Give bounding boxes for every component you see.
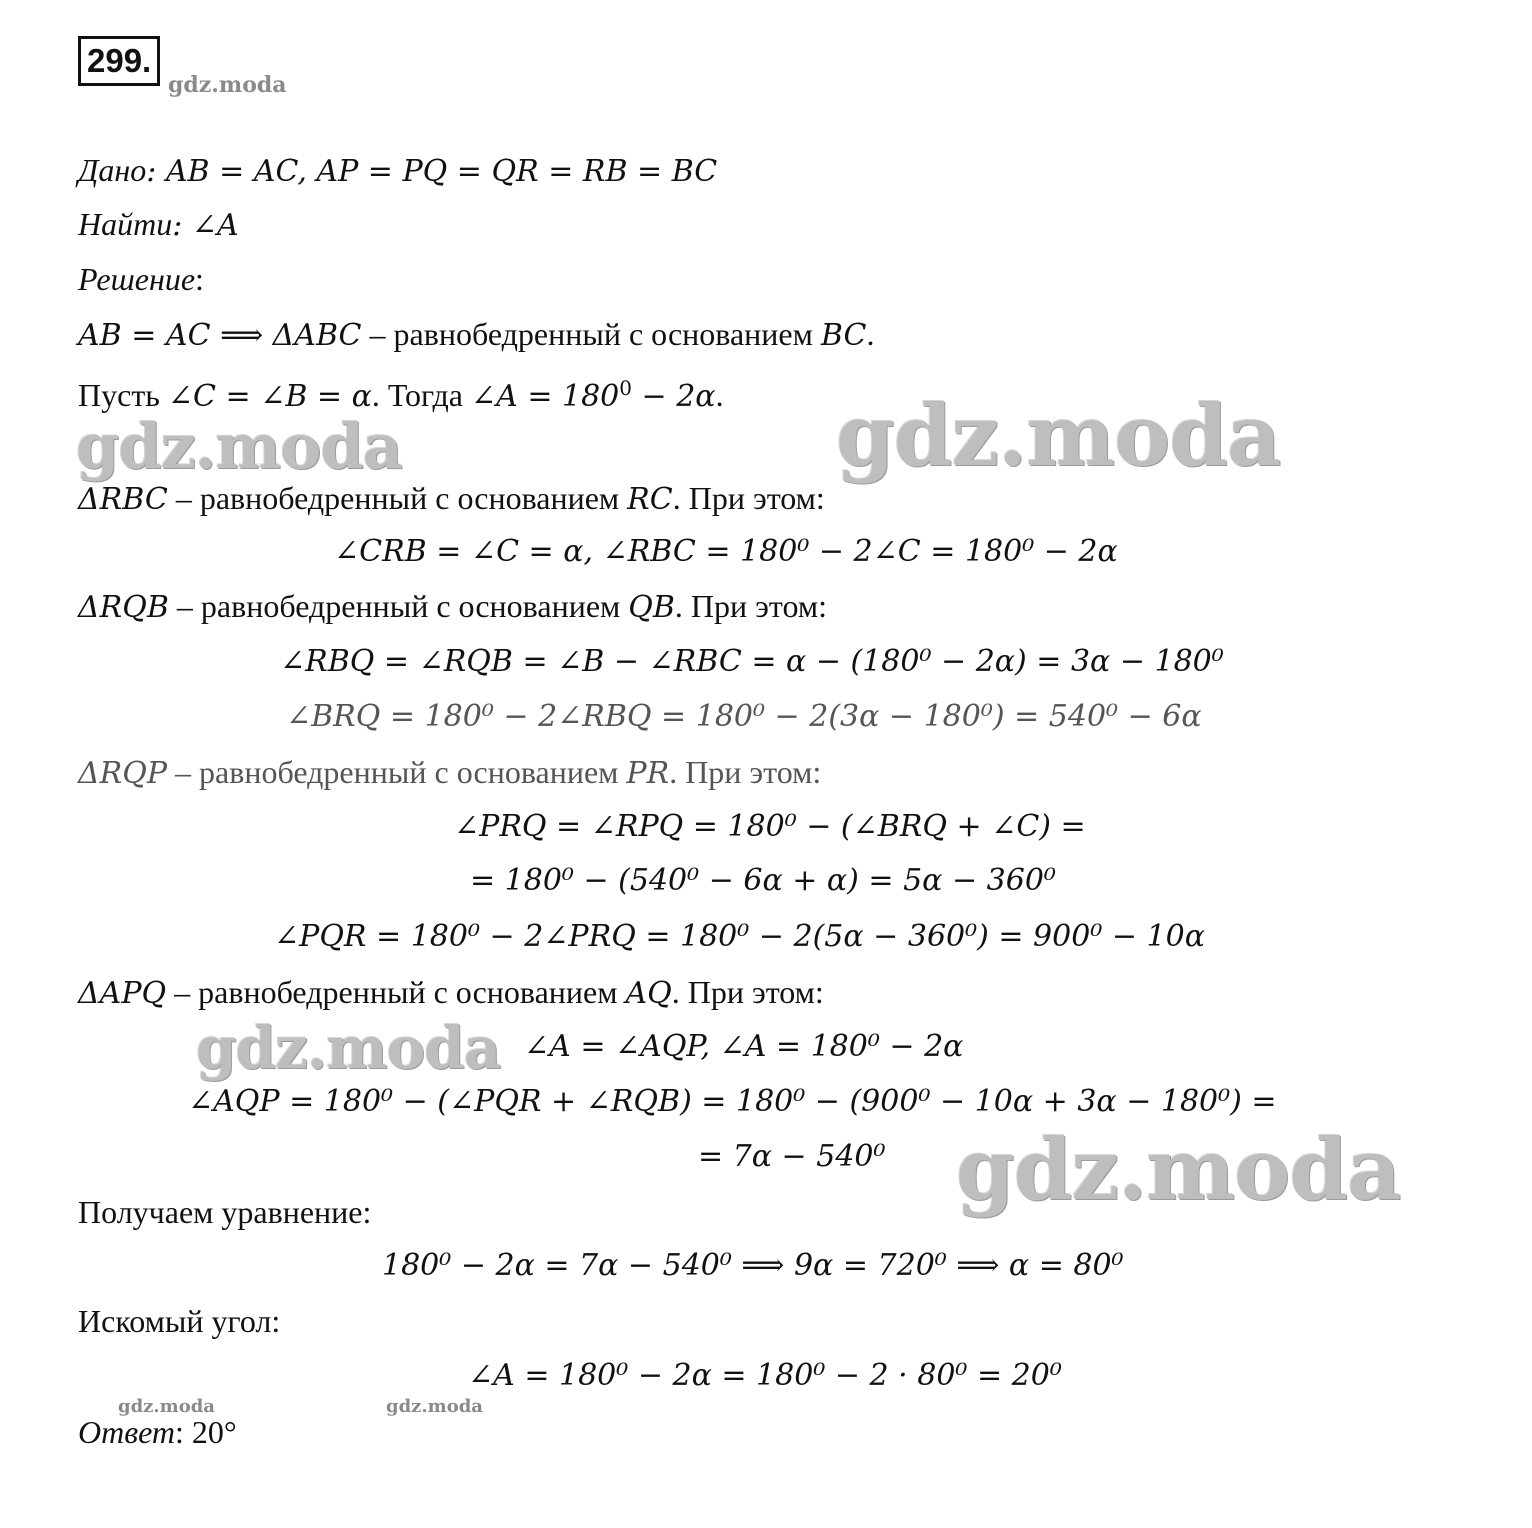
line-3-text: – равнобедренный с основанием xyxy=(167,480,628,516)
line-9: ∠PRQ = ∠RPQ = 180⁰ − (∠BRQ + ∠C) = xyxy=(454,809,1086,844)
line-2-sup: 0 xyxy=(619,376,633,400)
line-3-math: ΔRBC xyxy=(78,482,168,517)
line-12-text: – равнобедренный с основанием xyxy=(166,974,626,1010)
line-2-m3: − 2α xyxy=(632,379,716,414)
line-3 xyxy=(78,478,825,520)
line-2-m1: ∠C = ∠B = α xyxy=(167,379,372,414)
line-3-end: . При этом: xyxy=(672,480,825,516)
line-10: = 180⁰ − (540⁰ − 6α + α) = 5α − 360⁰ xyxy=(470,863,1056,898)
find-text: : ∠A xyxy=(172,208,239,243)
solution-colon: : xyxy=(195,261,204,297)
watermark-tiny-1: gdz.moda xyxy=(118,1396,215,1417)
watermark-right-1: gdz.moda xyxy=(836,386,1281,485)
line-5-text: – равнобедренный с основанием xyxy=(168,588,629,624)
line-14: ∠AQP = 180⁰ − (∠PQR + ∠RQB) = 180⁰ − (900⁰ − 10α + 3α − 180⁰) = xyxy=(188,1084,1277,1119)
line-2-end: . xyxy=(715,377,724,413)
line-8 xyxy=(78,752,821,794)
line-4: ∠CRB = ∠C = α, ∠RBC = 180⁰ − 2∠C = 180⁰ − 2α xyxy=(334,534,1118,569)
watermark-mid-left: gdz.moda xyxy=(196,1014,501,1082)
line-12-math: ΔAPQ xyxy=(78,976,167,1011)
line-8-text: – равнобедренный с основанием xyxy=(167,754,627,790)
line-15: = 7α − 540⁰ xyxy=(698,1139,886,1174)
line-6: ∠RBQ = ∠RQB = ∠B − ∠RBC = α − (180⁰ − 2α) = 3α − 180⁰ xyxy=(280,644,1224,679)
line-1-math: AB = AC ⟹ ΔABC xyxy=(78,318,362,353)
answer-line xyxy=(78,1412,237,1452)
line-19: ∠A = 180⁰ − 2α = 180⁰ − 2 · 80⁰ = 20⁰ xyxy=(468,1358,1062,1393)
given-label: Дано xyxy=(78,152,147,188)
line-12-math2: AQ xyxy=(625,976,672,1011)
solution-label: Решение xyxy=(78,261,196,297)
line-1-end: . xyxy=(866,316,875,352)
line-18: Искомый угол: xyxy=(78,1303,281,1339)
line-8-end: . При этом: xyxy=(669,754,822,790)
line-5 xyxy=(78,586,827,628)
line-17: 180⁰ − 2α = 7α − 540⁰ ⟹ 9α = 720⁰ ⟹ α = 80⁰ xyxy=(382,1248,1124,1283)
line-12-end: . При этом: xyxy=(671,974,824,1010)
line-7: ∠BRQ = 180⁰ − 2∠RBQ = 180⁰ − 2(3α − 180⁰) = 540⁰ − 6α xyxy=(286,699,1202,734)
answer-text: : 20° xyxy=(175,1414,237,1450)
line-5-math: ΔRQB xyxy=(78,590,169,625)
line-2-m2: ∠A = 180 xyxy=(471,379,620,414)
line-3-math2: RC xyxy=(627,482,673,517)
line-2-b: . Тогда xyxy=(371,377,471,413)
line-2-a: Пусть xyxy=(78,377,168,413)
solution-line xyxy=(78,259,204,299)
line-16: Получаем уравнение: xyxy=(78,1194,372,1230)
line-1 xyxy=(78,314,874,356)
watermark-tiny-2: gdz.moda xyxy=(386,1396,483,1417)
answer-label: Ответ xyxy=(78,1414,175,1450)
given-text: : AB = AC, AP = PQ = QR = RB = BC xyxy=(146,154,718,189)
watermark-top: gdz.moda xyxy=(168,72,287,98)
line-12 xyxy=(78,972,824,1014)
find-line xyxy=(78,204,239,246)
problem-number: 299. xyxy=(78,36,160,86)
watermark-bottom-right: gdz.moda xyxy=(956,1120,1401,1219)
line-5-end: . При этом: xyxy=(674,588,827,624)
line-13: ∠A = ∠AQP, ∠A = 180⁰ − 2α xyxy=(524,1029,964,1064)
line-8-math2: PR xyxy=(626,756,670,791)
line-1-math2: BC xyxy=(820,318,867,353)
line-5-math2: QB xyxy=(628,590,675,625)
watermark-left-1: gdz.moda xyxy=(76,410,402,483)
line-1-text: – равнобедренный с основанием xyxy=(361,316,821,352)
line-8-math: ΔRQP xyxy=(78,756,168,791)
given-line xyxy=(78,150,717,192)
line-11: ∠PQR = 180⁰ − 2∠PRQ = 180⁰ − 2(5α − 360⁰) = 900⁰ − 10α xyxy=(274,919,1205,954)
find-label: Найти xyxy=(78,206,173,242)
